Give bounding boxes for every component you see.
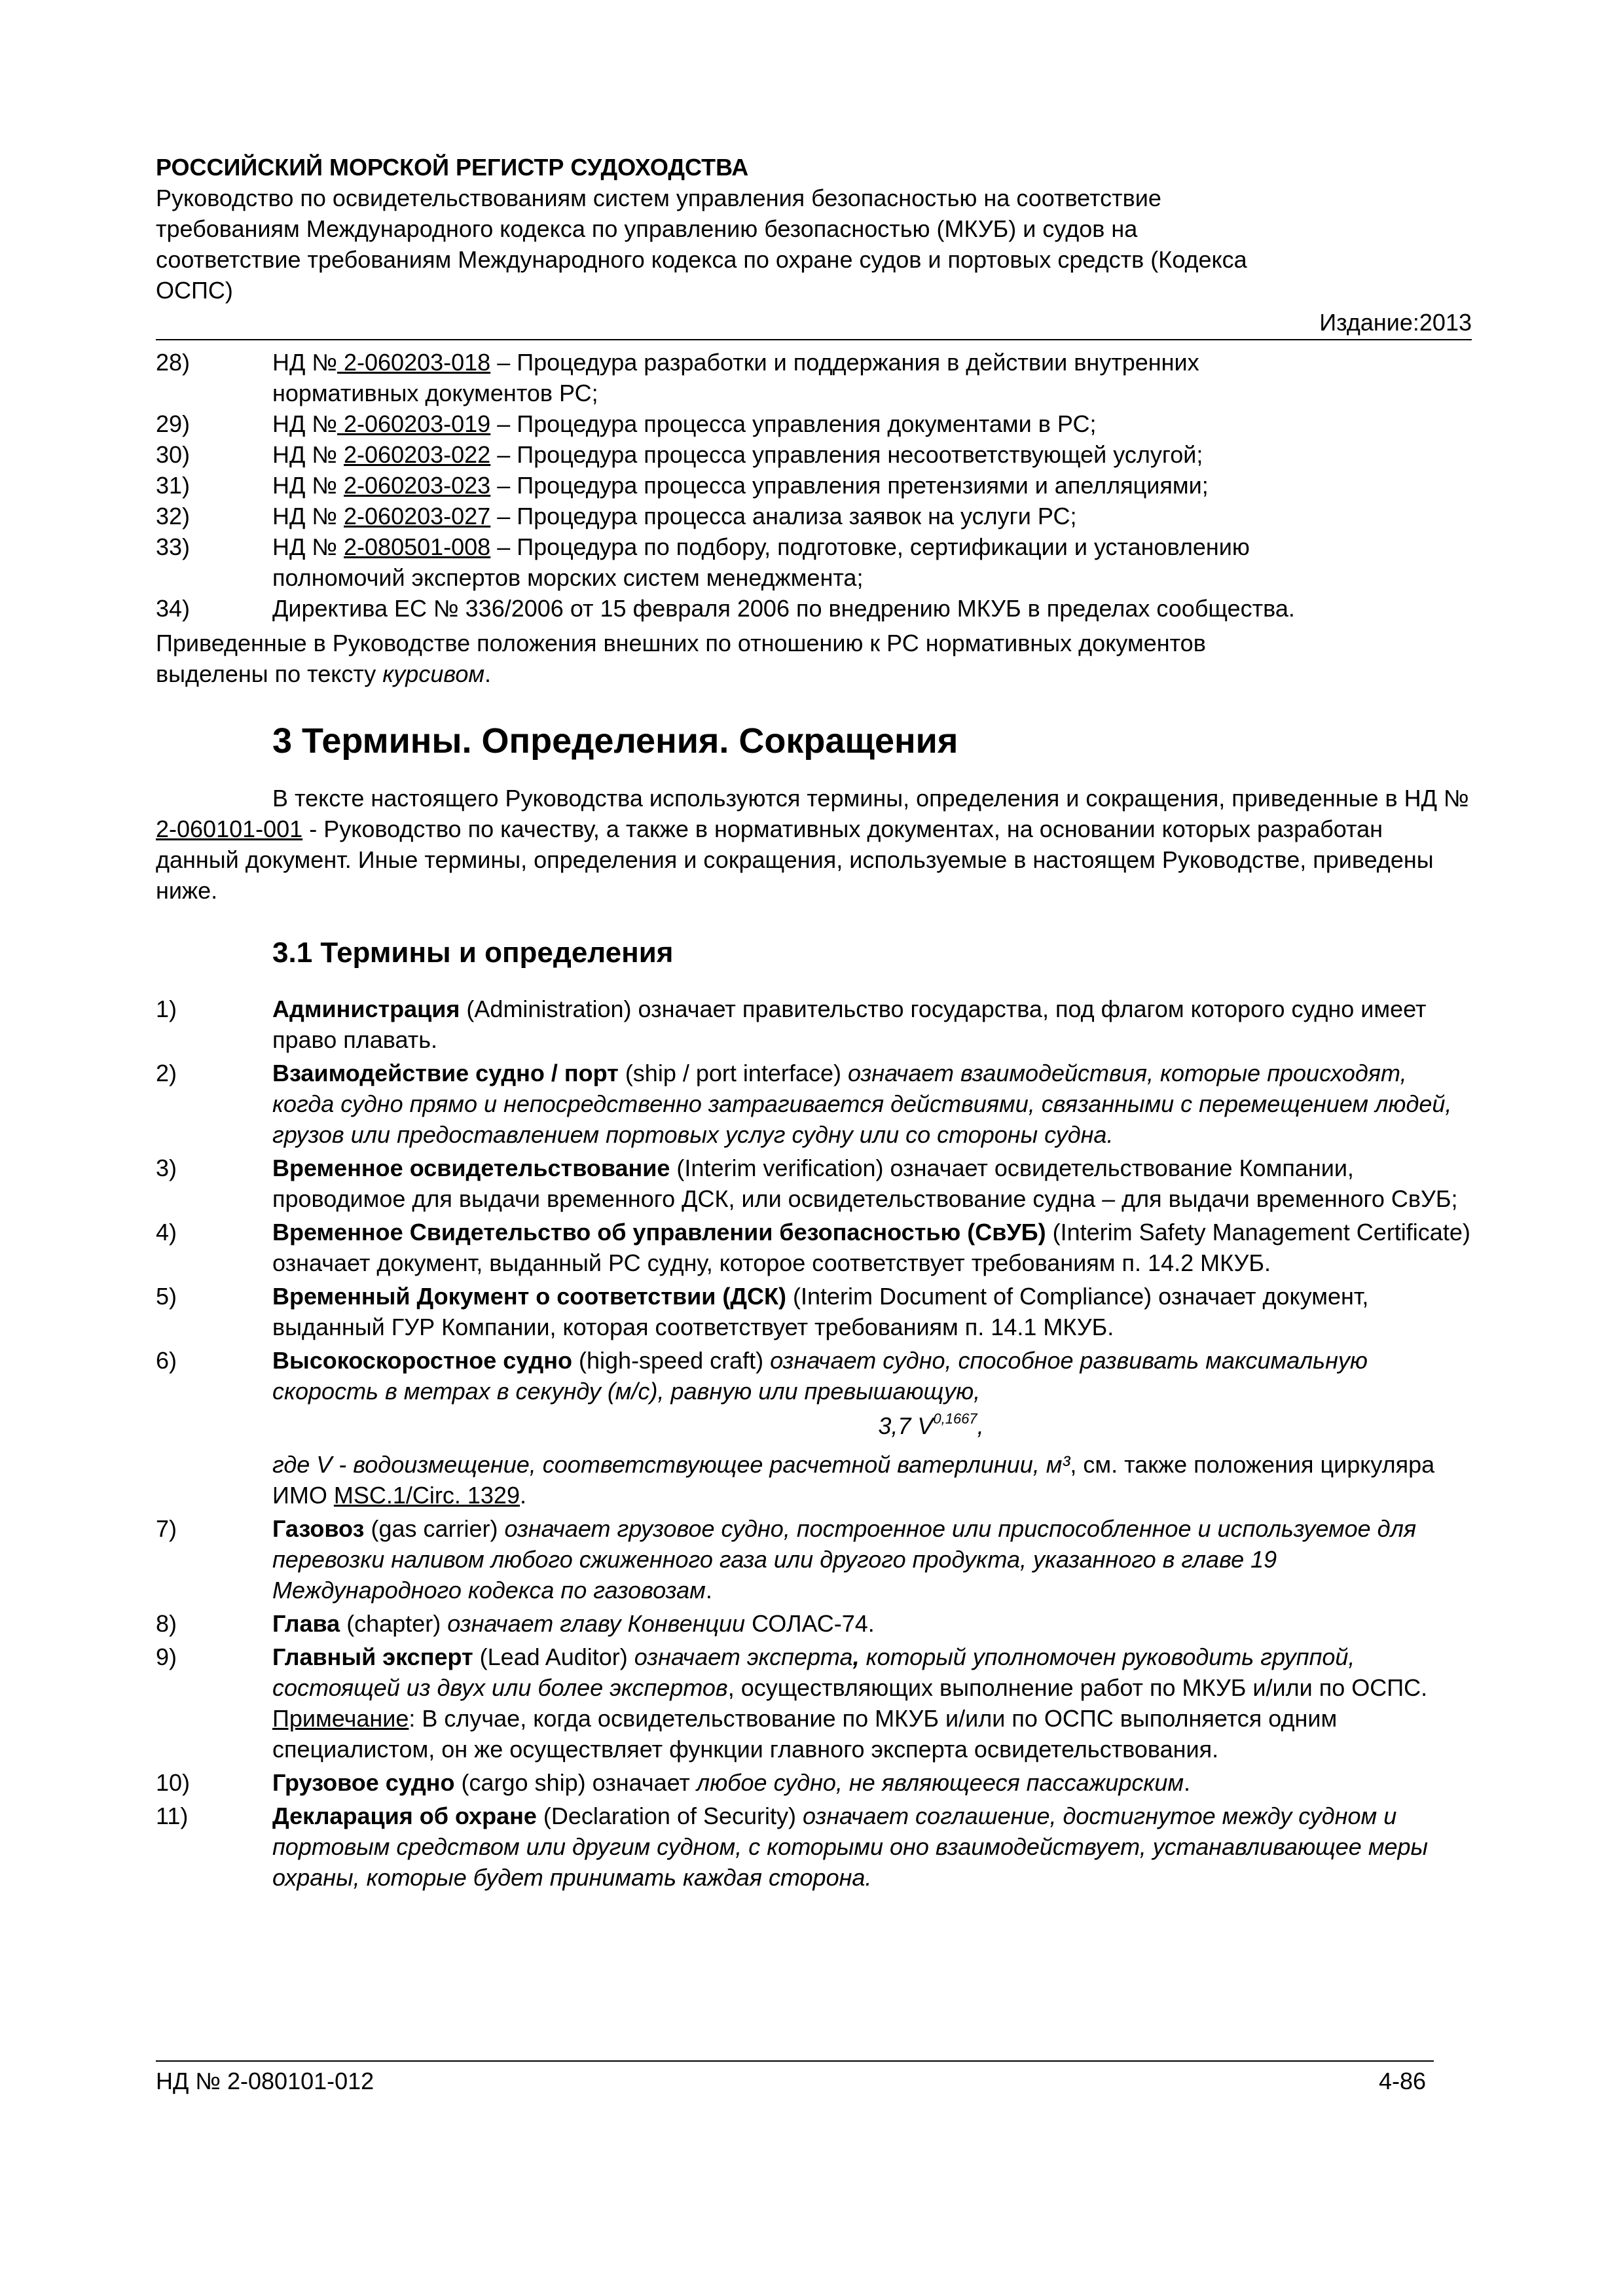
formula: 3,7 $V^{0,1667}$, — [878, 1410, 984, 1439]
term: Временный Документ о соответствии (ДСК) — [272, 1283, 786, 1310]
definition-item: 5) Временный Документ о соответствии (ДСК) (Interim Document of Compliance) означает документ, выданный ГУР Компании, которая соответствует требованиям п. 14.1 МКУБ. — [156, 1283, 1369, 1340]
item-text: НД № 2-060203-023 – Процедура процесса управления претензиями и апелляциями; — [272, 472, 1209, 499]
item-text: НД № 2-060203-022 – Процедура процесса управления несоответствующей услугой; — [272, 441, 1203, 468]
definition-item: 9) Главный эксперт (Lead Auditor) означает эксперта, который уполномочен руководить группой, состоящей из двух или более экспертов, осуществляющих выполнение работ по МКУБ и/или по ОСПС. Примечание: В случае, когда освидетельствование по МКУБ и/или по ОСПС выполняется одним специалистом, он же осуществляет функции главного эксперта освидетельствования. — [156, 1643, 1428, 1763]
term: Главный эксперт — [272, 1643, 473, 1670]
item-number: 30) — [156, 441, 191, 468]
term: Глава — [272, 1610, 340, 1637]
item-number: 28) — [156, 349, 191, 376]
definition-item: 6) Высокоскоростное судно (high-speed craft) означает судно, способное развивать максимальную скорость в метрах в секунду (м/с), равную или превышающую, 3,7 $V^{0,1667}$, где V - водоизмещение, соответствующее расчетной ватерлинии, м³, см. также положения циркуляра ИМО MSC.1/Circ. 1329. — [156, 1345, 1472, 1511]
subtitle-line: соответствие требованиям Международного кодекса по охране судов и портовых средств (Кодекса — [156, 246, 1247, 273]
definitions-list — [156, 994, 1472, 1895]
subtitle-line: требованиям Международного кодекса по управлению безопасностью (МКУБ) и судов на — [156, 215, 1138, 242]
subtitle-line: Руководство по освидетельствованиям систем управления безопасностью на соответствие — [156, 185, 1161, 211]
page-number: 4-86 — [1379, 2068, 1427, 2094]
doc-link[interactable]: 2-060203-018 — [337, 349, 491, 376]
definition-item: 10) Грузовое судно (cargo ship) означает любое судно, не являющееся пассажирским. — [156, 1769, 1191, 1796]
definition-item: 11) Декларация об охране (Declaration of Security) означает соглашение, достигнутое между судном и портовым средством или другим судном, с которыми оно взаимодействует, устанавливающее меры охраны, которые будет принимать каждая сторона. — [156, 1803, 1429, 1891]
term: Декларация об охране — [272, 1803, 537, 1829]
term: Взаимодействие судно / порт — [272, 1060, 619, 1086]
definition-item: 8) Глава (chapter) означает главу Конвенции СОЛАС-74. — [156, 1610, 875, 1637]
term: Администрация — [272, 996, 460, 1022]
edition-label: Издание:2013 — [1319, 309, 1472, 336]
item-text: НД № 2-080501-008 – Процедура по подбору, подготовке, сертификации и установлению полномочий экспертов морских систем менеджмента; — [272, 533, 1250, 591]
reference-list — [156, 347, 1472, 689]
subsection-heading: 3.1 Термины и определения — [272, 937, 674, 969]
footer-rule — [156, 2060, 1434, 2062]
list-item — [156, 470, 1472, 501]
item-number: 34) — [156, 595, 191, 622]
doc-link[interactable]: 2-060101-001 — [156, 816, 303, 842]
doc-link[interactable]: 2-060203-022 — [344, 441, 491, 468]
running-header — [156, 152, 1472, 340]
document-subtitle — [156, 183, 1472, 306]
list-item — [156, 408, 1472, 439]
definition-item: 4) Временное Свидетельство об управлении безопасностью (СвУБ) (Interim Safety Management Certificate) означает документ, выданный РС судну, которое соответствует требованиям п. 14.2 МКУБ. — [156, 1219, 1470, 1276]
doc-link[interactable]: 2-060203-027 — [344, 503, 491, 529]
header-rule — [156, 339, 1472, 340]
term: Газовоз — [272, 1515, 365, 1542]
item-number: 33) — [156, 533, 191, 560]
term: Временное Свидетельство об управлении безопасностью (СвУБ) — [272, 1219, 1046, 1246]
item-text: НД № 2-060203-027 – Процедура процесса анализа заявок на услуги РС; — [272, 503, 1077, 529]
list-item — [156, 439, 1472, 470]
note-label: Примечание — [272, 1705, 409, 1732]
definition-item: 2) Взаимодействие судно / порт (ship / port interface) означает взаимодействия, которые происходят, когда судно прямо и непосредственно затрагивается действиями, связанными с перемещением людей, грузов или предоставлением портовых услуг судну или со стороны судна. — [156, 1060, 1452, 1148]
doc-link[interactable]: 2-060203-019 — [337, 410, 491, 437]
intro-paragraph: В тексте настоящего Руководства используются термины, определения и сокращения, приведенные в НД № 2-060101-001 - Руководство по качеству, а также в нормативных документах, на основании которых разработан данный документ. Иные термины, определения и сокращения, используемые в настоящем Руководстве, приведены ниже. — [156, 785, 1469, 904]
definition-item: 7) Газовоз (gas carrier) означает грузовое судно, построенное или приспособленное и используемое для перевозки наливом любого сжиженного газа или другого продукта, указанного в главе 19 Международного кодекса по газовозам. — [156, 1515, 1417, 1604]
item-text: НД № 2-060203-018 – Процедура разработки и поддержания в действии внутренних нормативных документов РС; — [272, 349, 1199, 406]
item-number: 29) — [156, 410, 191, 437]
list-item — [156, 593, 1472, 624]
note-paragraph: Приведенные в Руководстве положения внешних по отношению к РС нормативных документов выделены по тексту курсивом. — [156, 630, 1206, 687]
doc-link[interactable]: 2-080501-008 — [344, 533, 491, 560]
footer-doc-number: НД № 2-080101-012 — [156, 2068, 374, 2094]
item-text: Директива ЕС № 336/2006 от 15 февраля 2006 по внедрению МКУБ в пределах сообщества. — [272, 595, 1295, 622]
organization-name: РОССИЙСКИЙ МОРСКОЙ РЕГИСТР СУДОХОДСТВА — [156, 154, 749, 181]
item-text: НД № 2-060203-019 – Процедура процесса управления документами в РС; — [272, 410, 1097, 437]
item-number: 32) — [156, 503, 191, 529]
term: Высокоскоростное судно — [272, 1347, 573, 1374]
list-item — [156, 531, 1472, 593]
term: Временное освидетельствование — [272, 1155, 670, 1181]
list-item — [156, 501, 1472, 531]
term: Грузовое судно — [272, 1769, 455, 1796]
doc-link[interactable]: 2-060203-023 — [344, 472, 491, 499]
list-item — [156, 347, 1472, 408]
item-number: 31) — [156, 472, 191, 499]
definition-item: 3) Временное освидетельствование (Interim verification) означает освидетельствование Компании, проводимое для выдачи временного ДСК, или освидетельствование судна – для выдачи временного СвУБ; — [156, 1155, 1458, 1212]
doc-link[interactable]: MSC.1/Circ. 1329 — [333, 1482, 520, 1509]
section-heading: 3 Термины. Определения. Сокращения — [272, 721, 958, 761]
definition-item: 1) Администрация (Administration) означает правительство государства, под флагом которого судно имеет право плавать. — [156, 996, 1427, 1053]
subtitle-line: ОСПС) — [156, 277, 233, 304]
